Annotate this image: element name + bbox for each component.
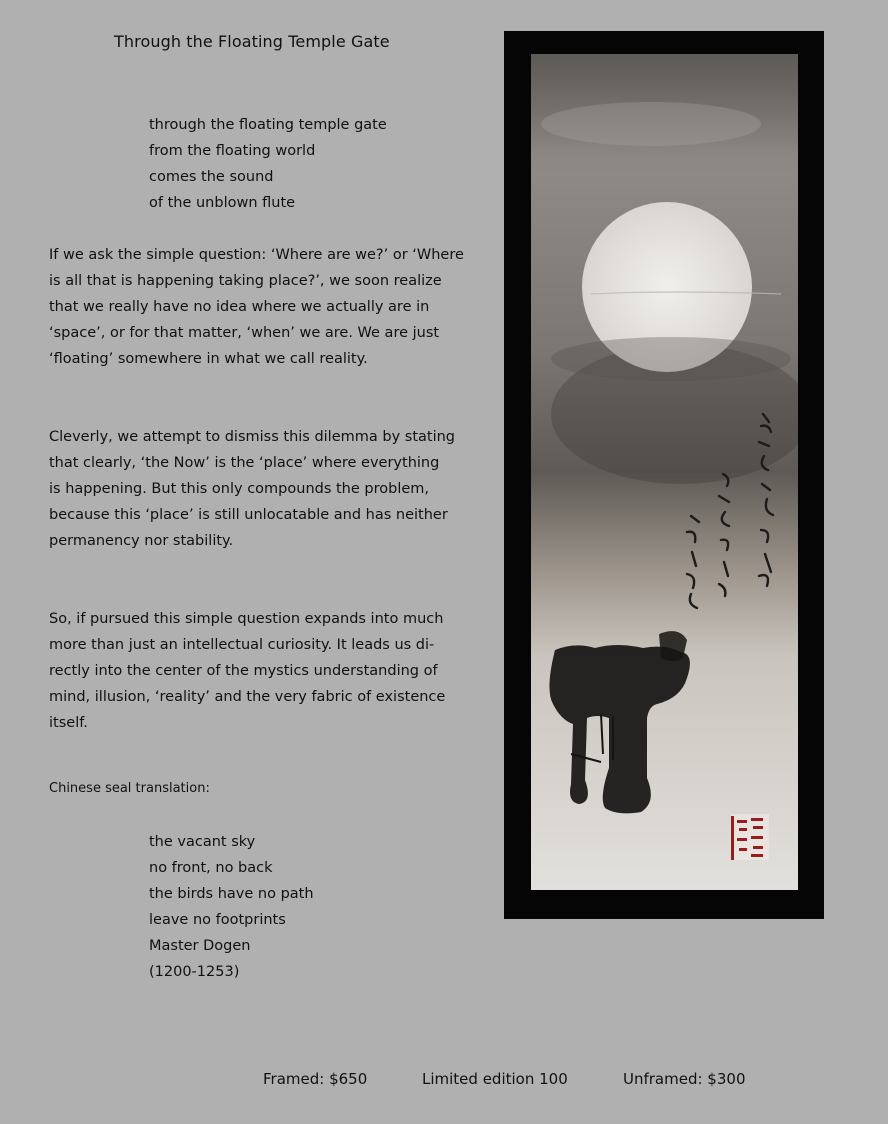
paragraph-line: more than just an intellectual curiosity. It leads us di-	[49, 637, 435, 653]
price-unframed: Unframed: $300	[623, 1070, 746, 1088]
seal-poem-line: the vacant sky	[149, 834, 256, 850]
paragraph-line: So, if pursued this simple question expands into much	[49, 611, 444, 627]
seal-stamp	[731, 814, 769, 860]
paragraph-2	[49, 424, 455, 554]
paragraph-line: is happening. But this only compounds the problem,	[49, 481, 430, 497]
paragraph-line: because this ‘place’ is still unlocatable and has neither	[49, 507, 448, 523]
paragraph-3	[49, 606, 449, 736]
seal-poem-dates: (1200-1253)	[149, 964, 240, 980]
paragraph-line: ‘floating’ somewhere in what we call reality.	[49, 351, 368, 367]
ink-painting	[531, 54, 798, 890]
haiku-line: through the floating temple gate	[149, 117, 387, 133]
paragraph-line: mind, illusion, ‘reality’ and the very fabric of existence	[49, 689, 446, 705]
paragraph-line: itself.	[49, 715, 88, 731]
seal-translation-label: Chinese seal translation:	[49, 781, 210, 796]
seal-poem-line: no front, no back	[149, 860, 273, 876]
haiku	[149, 112, 387, 216]
seal-poem-line: leave no footprints	[149, 912, 286, 928]
paragraph-line: Cleverly, we attempt to dismiss this dilemma by stating	[49, 429, 455, 445]
paragraph-line: rectly into the center of the mystics understanding of	[49, 663, 438, 679]
edition-info: Limited edition 100	[422, 1070, 568, 1088]
haiku-line: from the floating world	[149, 143, 316, 159]
page-title: Through the Floating Temple Gate	[114, 32, 390, 51]
haiku-line: comes the sound	[149, 169, 274, 185]
paragraph-line: that clearly, ‘the Now’ is the ‘place’ where everything	[49, 455, 440, 471]
haiku-line: of the unblown flute	[149, 195, 296, 211]
paragraph-1	[49, 242, 464, 372]
seal-poem	[149, 829, 314, 985]
price-framed: Framed: $650	[263, 1070, 368, 1088]
paragraph-line: If we ask the simple question: ‘Where are we?’ or ‘Where	[49, 247, 464, 263]
paragraph-line: that we really have no idea where we actually are in	[49, 299, 430, 315]
paragraph-line: is all that is happening taking place?’, we soon realize	[49, 273, 442, 289]
paragraph-line: ‘space’, or for that matter, ‘when’ we are. We are just	[49, 325, 440, 341]
seal-poem-author: Master Dogen	[149, 938, 251, 954]
seal-poem-line: the birds have no path	[149, 886, 314, 902]
framed-artwork	[504, 31, 824, 919]
paragraph-line: permanency nor stability.	[49, 533, 234, 549]
